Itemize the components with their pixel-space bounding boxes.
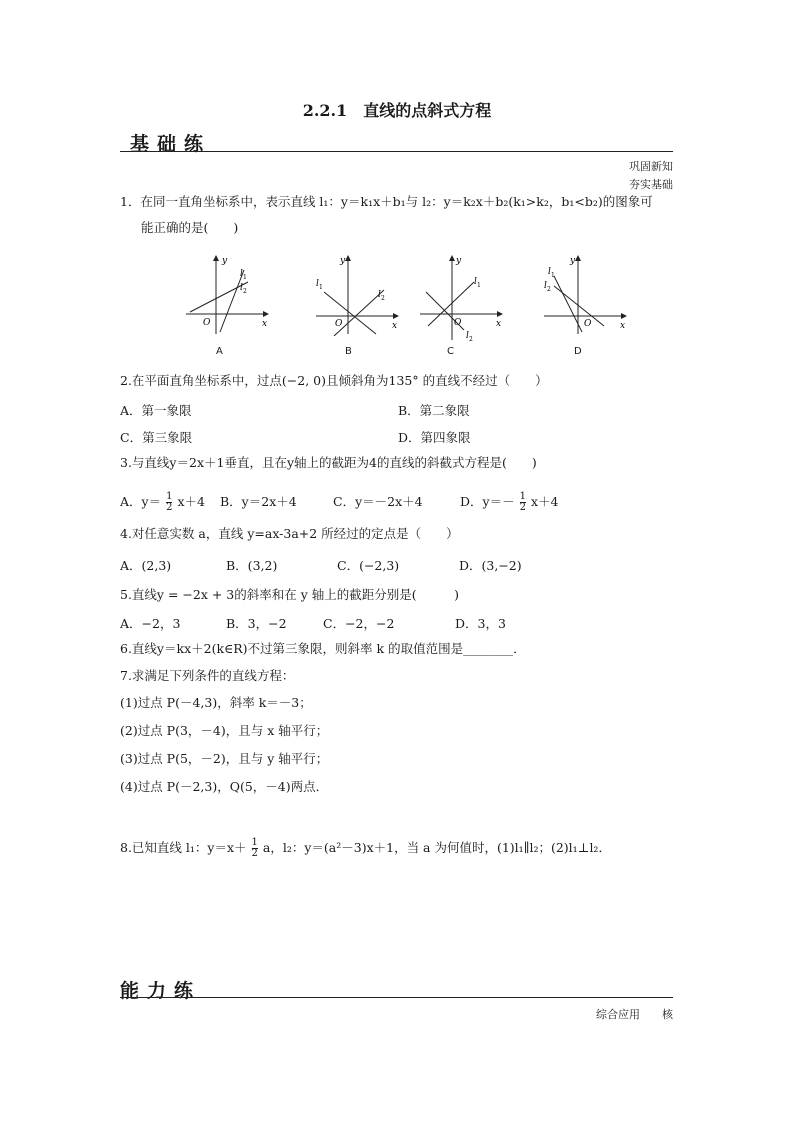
graph-b-origin: O [335,319,343,329]
fraction-denominator: 2 [519,502,526,513]
question-3-option-a-prefix: A．y＝ [120,494,162,509]
question-8-suffix: a，l₂：y＝(a²－3)x＋1，当 a 为何值时，(1)l₁∥l₂；(2)l₁⊥l₂． [262,840,611,855]
question-3-option-d-prefix: D．y＝－ [460,494,515,509]
graph-a-y-label: y [222,256,228,266]
graph-a-caption: A [216,346,223,357]
question-7-stem: 7.求满足下列条件的直线方程： [120,668,295,683]
graph-d-origin: O [584,319,592,329]
graph-b-y-label: y [340,256,346,266]
graph-d-l2: l [544,281,547,291]
section-heading-ability: 能力练 [120,980,202,1002]
graph-c-l1-sub: 1 [477,282,481,289]
section-rule-ability [120,997,673,998]
graph-a-l2-sub: 2 [243,288,247,295]
question-7-part-4: (4)过点 P(－2,3)，Q(5，－4)两点． [120,779,329,794]
section-note-line1: 巩固新知 [629,160,673,173]
question-3-option-c: C．y＝－2x＋4 [333,494,423,509]
graph-d [540,252,632,336]
question-3-option-d [460,492,558,513]
graph-a-origin: O [203,318,211,328]
section-note-ability: 综合应用 核 [596,1008,673,1021]
fraction-denominator: 2 [166,502,173,513]
question-5-option-c: C．−2，−2 [323,616,395,631]
graph-a-x-label: x [262,319,268,329]
graph-b-caption: B [345,346,352,357]
question-4-option-d: D．(3,−2) [459,558,522,573]
graph-c-l1: l [474,277,477,287]
question-5-option-b: B．3，−2 [226,616,287,631]
section-rule-basic [120,151,673,152]
question-2-option-c: C．第三象限 [120,430,193,445]
question-2-option-d: D．第四象限 [398,430,471,445]
question-4-option-b: B．(3,2) [226,558,278,573]
question-3-stem: 3.与直线y＝2x＋1垂直，且在y轴上的截距为4的直线的斜截式方程是( ) [120,455,537,470]
graph-a-l2: l [240,283,243,293]
graph-d-l1-sub: 1 [551,272,555,279]
question-8-prefix: 8.已知直线 l₁：y＝x＋ [120,840,247,855]
graph-c [416,252,508,348]
graph-c-x-label: x [496,319,502,329]
question-2-stem: 2.在平面直角坐标系中，过点(−2, 0)且倾斜角为135° 的直线不经过（ ） [120,373,548,388]
fraction-numerator: 1 [166,491,173,502]
fraction-denominator: 2 [251,848,258,859]
question-3-option-a [120,492,205,513]
graph-b-x-label: x [392,321,398,331]
graph-d-x-label: x [620,321,626,331]
fraction-numerator: 1 [251,837,258,848]
question-4-stem: 4.对任意实数 a，直线 y=ax-3a+2 所经过的定点是（ ） [120,526,459,541]
graph-d-l1: l [548,267,551,277]
graph-d-y-label: y [570,256,576,266]
graph-b-l1: l [316,279,319,289]
graph-d-caption: D [574,346,582,357]
question-8-stem [120,838,611,859]
page-title: 2.2.1 直线的点斜式方程 [302,101,492,120]
fraction-numerator: 1 [519,491,526,502]
question-3-option-b: B．y＝2x＋4 [220,494,297,509]
question-5-stem: 5.直线y = −2x + 3的斜率和在 y 轴上的截距分别是( ) [120,587,460,602]
question-3-option-a-suffix: x＋4 [177,494,205,509]
question-4-option-c: C．(−2,3) [337,558,400,573]
question-2-option-b: B．第二象限 [398,403,470,418]
section-note-line2: 夯实基础 [629,178,673,191]
graph-b-l2: l [378,290,381,300]
graph-c-caption: C [447,346,454,357]
question-5-option-a: A．−2，3 [120,616,181,631]
question-7-part-2: (2)过点 P(3，－4)，且与 x 轴平行； [120,723,329,738]
question-1-line2: 能正确的是( ) [141,220,239,235]
question-5-option-d: D．3，3 [455,616,506,631]
graph-c-l2: l [466,331,469,341]
graph-b-l2-sub: 2 [381,295,385,302]
graph-a-l1-sub: 1 [243,274,247,281]
question-3-option-a-fraction [166,492,172,513]
question-7-part-3: (3)过点 P(5，－2)，且与 y 轴平行； [120,751,329,766]
question-6-stem: 6.直线y＝kx＋2(k∈R)不过第三象限，则斜率 k 的取值范围是________． [120,641,526,656]
graph-a-l1: l [240,269,243,279]
question-2-option-a: A．第一象限 [120,403,192,418]
question-3-option-d-suffix: x＋4 [530,494,559,509]
question-3-option-d-fraction [520,492,526,513]
graph-b [312,252,404,336]
question-4-option-a: A．(2,3) [120,558,172,573]
question-8-fraction [252,838,258,859]
section-heading-basic: 基础练 [130,133,212,155]
question-1-line1: 1．在同一直角坐标系中，表示直线 l₁：y＝k₁x＋b₁与 l₂：y＝k₂x＋b₂(k₁>k₂，b₁<b₂)的图象可 [120,194,653,209]
graph-b-l1-sub: 1 [319,284,323,291]
graph-a [182,252,274,336]
graph-c-y-label: y [456,256,462,266]
graph-c-origin: O [454,318,462,328]
question-7-part-1: (1)过点 P(－4,3)，斜率 k＝－3； [120,695,312,710]
graph-d-l2-sub: 2 [547,286,551,293]
graph-c-l2-sub: 2 [469,336,473,343]
